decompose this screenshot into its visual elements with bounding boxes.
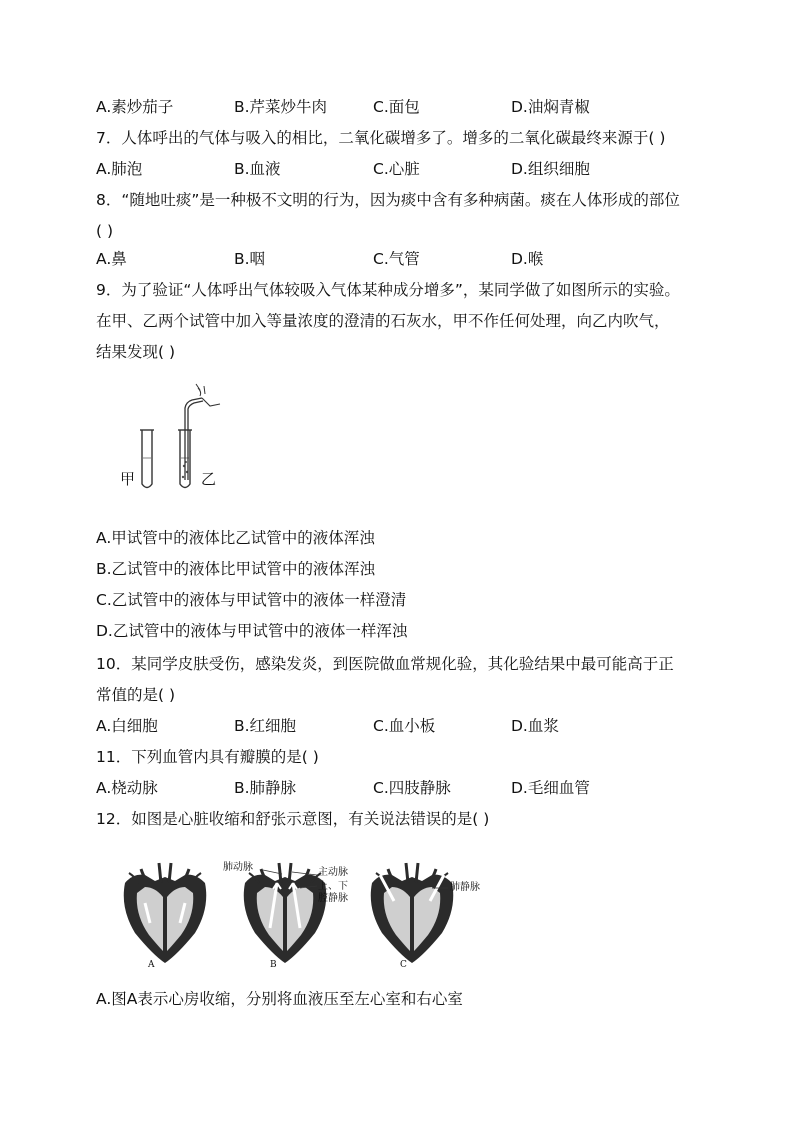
heart-figure [110,848,490,973]
q10-stem-line2: 常值的是( ) [96,686,176,704]
q11-stem: 11．下列血管内具有瓣膜的是( ) [96,748,319,766]
q9-stem-line3: 结果发现( ) [96,343,176,361]
heart-panel-c [371,863,454,963]
label-aorta: 主动脉 [318,867,348,878]
q8-option-c: C.气管 [373,250,420,268]
q10-stem-line1: 10．某同学皮肤受伤，感染发炎，到医院做血常规化验，其化验结果中最可能高于正 [96,655,674,673]
q7-option-b: B.血液 [234,160,281,178]
q10-option-b: B.红细胞 [234,717,297,735]
q11-option-c: C.四肢静脉 [373,779,451,797]
q8-stem-line1: 8．“随地吐痰”是一种极不文明的行为，因为痰中含有多种病菌。痰在人体形成的部位 [96,191,680,209]
q11-option-a: A.桡动脉 [96,779,158,797]
q9-stem-line2: 在甲、乙两个试管中加入等量浓度的澄清的石灰水，甲不作任何处理，向乙内吹气， [96,312,670,330]
q6-option-c: C.面包 [373,98,420,116]
q8-option-b: B.咽 [234,250,266,268]
panel-label-c: C [400,960,407,970]
q11-option-b: B.肺静脉 [234,779,297,797]
q9-option-a: A.甲试管中的液体比乙试管中的液体浑浊 [96,529,375,547]
q9-option-b: B.乙试管中的液体比甲试管中的液体浑浊 [96,560,376,578]
q10-option-a: A.白细胞 [96,717,158,735]
label-pulmonary-artery: 肺动脉 [223,862,253,873]
q7-stem: 7．人体呼出的气体与吸入的相比，二氧化碳增多了。增多的二氧化碳最终来源于( ) [96,129,666,147]
q9-stem-line1: 9．为了验证“人体呼出气体较吸入气体某种成分增多”，某同学做了如图所示的实验。 [96,281,680,299]
q10-option-d: D.血浆 [511,717,559,735]
q9-option-c: C.乙试管中的液体与甲试管中的液体一样澄清 [96,591,407,609]
q8-stem-line2: ( ) [96,222,114,240]
q6-option-b: B.芹菜炒牛肉 [234,98,328,116]
q8-option-d: D.喉 [511,250,544,268]
panel-label-a: A [148,960,155,970]
q10-option-c: C.血小板 [373,717,436,735]
q6-option-d: D.油焖青椒 [511,98,590,116]
heart-panel-a [124,863,207,963]
q7-option-d: D.组织细胞 [511,160,590,178]
heart-diagram-svg [110,848,490,973]
label-pulmonary-vein: 肺静脉 [450,882,480,893]
q12-option-a: A.图A表示心房收缩，分别将血液压至左心室和右心室 [96,990,463,1008]
label-vena-cava-line1: 上、下 [318,881,348,892]
q11-option-d: D.毛细血管 [511,779,590,797]
q6-option-a: A.素炒茄子 [96,98,174,116]
q8-option-a: A.鼻 [96,250,127,268]
q12-stem: 12．如图是心脏收缩和舒张示意图，有关说法错误的是( ) [96,810,490,828]
label-vena-cava-line2: 腔静脉 [318,893,348,904]
q7-option-a: A.肺泡 [96,160,143,178]
tube-label-jia: 甲 [120,470,136,488]
panel-label-b: B [270,960,277,970]
q7-option-c: C.心脏 [373,160,420,178]
q9-option-d: D.乙试管中的液体与甲试管中的液体一样浑浊 [96,622,408,640]
test-tube-jia [140,430,154,488]
tube-label-yi: 乙 [201,470,217,488]
heart-panel-b [244,863,327,963]
